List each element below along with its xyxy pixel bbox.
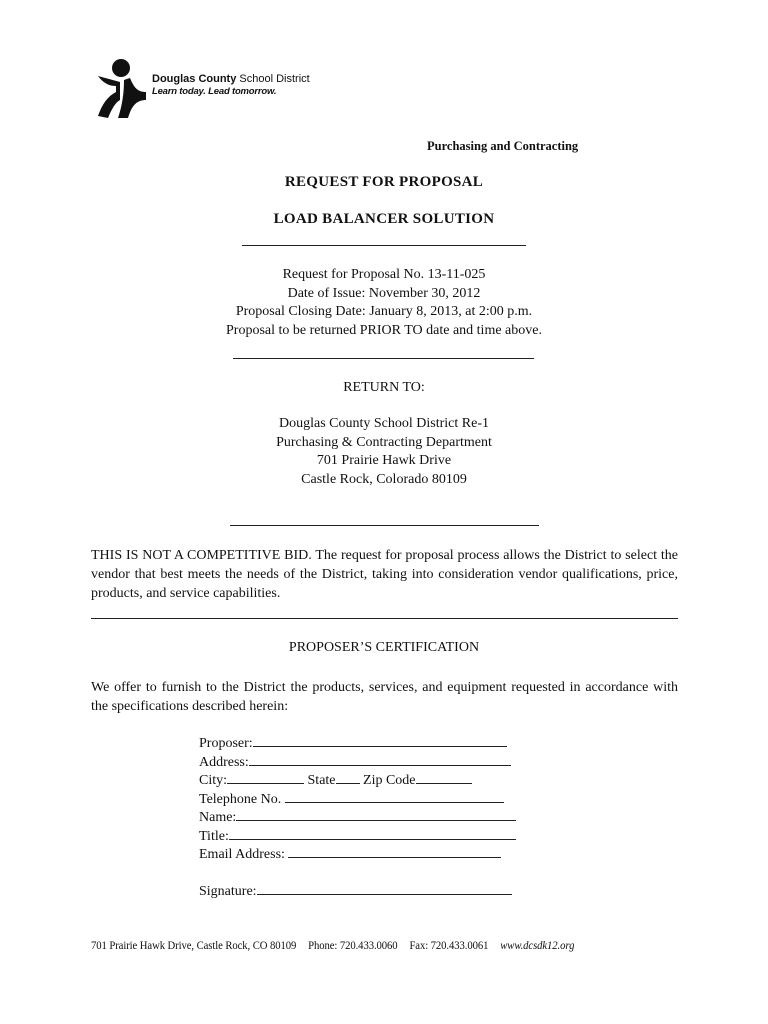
telephone-field[interactable] (285, 789, 504, 803)
email-field[interactable] (288, 844, 501, 858)
page-footer (91, 940, 649, 952)
divider (230, 525, 539, 526)
title-field[interactable] (229, 826, 516, 840)
telephone-label: Telephone No. (199, 791, 282, 807)
district-name (152, 73, 310, 86)
state-label: State (307, 773, 336, 788)
divider (233, 358, 534, 359)
district-name-bold: Douglas County (152, 73, 237, 85)
return-address-line: Castle Rock, Colorado 80109 (301, 471, 467, 487)
proposer-label: Proposer: (199, 736, 253, 751)
footer-phone: Phone: 720.433.0060 (308, 940, 398, 952)
rfp-info-block (0, 266, 768, 340)
return-to-heading: RETURN TO: (343, 380, 425, 395)
rfp-number: Request for Proposal No. 13-11-025 (282, 267, 486, 282)
divider (242, 245, 526, 246)
logo-wordmark (152, 73, 310, 98)
certification-text: We offer to furnish to the District the products, services, and equipment requested in accordance with the specifications described herein: (91, 680, 678, 714)
department-name: Purchasing and Contracting (427, 139, 579, 153)
city-field[interactable] (227, 770, 304, 784)
rfp-title: REQUEST FOR PROPOSAL (284, 174, 484, 190)
certification-heading: PROPOSER’S CERTIFICATION (288, 640, 480, 655)
city-label: City: (199, 773, 228, 788)
name-field[interactable] (236, 807, 516, 821)
date-of-issue: Date of Issue: November 30, 2012 (287, 285, 481, 301)
proposer-form (199, 733, 516, 900)
return-address-block (0, 415, 768, 489)
signature-field[interactable] (257, 881, 512, 895)
footer-fax: Fax: 720.433.0061 (409, 940, 489, 952)
name-label: Name: (199, 810, 237, 825)
zip-label: Zip Code (363, 773, 416, 788)
closing-date: Proposal Closing Date: January 8, 2013, at 2:00 p.m. (235, 304, 533, 319)
proposer-field[interactable] (253, 733, 507, 747)
address-field[interactable] (249, 752, 511, 766)
district-name-rest: School District (239, 73, 310, 85)
state-field[interactable] (336, 770, 360, 784)
address-label: Address: (199, 754, 249, 770)
divider (91, 618, 678, 619)
footer-address: 701 Prairie Hawk Drive, Castle Rock, CO 80109 (91, 940, 297, 952)
district-tagline: Learn today. Lead tomorrow. (152, 86, 277, 97)
district-logo-icon (94, 58, 150, 120)
return-address-line: Douglas County School District Re-1 (279, 416, 489, 431)
return-address-line: Purchasing & Contracting Department (276, 434, 492, 450)
email-label: Email Address: (199, 847, 285, 862)
not-competitive-notice: THIS IS NOT A COMPETITIVE BID. The request for proposal process allows the District to select the vendor that best meets the needs of the District, taking into consideration vendor qualifications, price, products, and service capabilities. (91, 548, 678, 601)
title-label: Title: (199, 828, 229, 844)
return-address-line: 701 Prairie Hawk Drive (316, 453, 452, 468)
rfp-subject: LOAD BALANCER SOLUTION (273, 211, 495, 227)
return-note: Proposal to be returned PRIOR TO date and time above. (226, 322, 542, 338)
zip-field[interactable] (416, 770, 472, 784)
signature-label: Signature: (199, 884, 257, 899)
footer-website-link[interactable]: www.dcsdk12.org (500, 940, 575, 952)
